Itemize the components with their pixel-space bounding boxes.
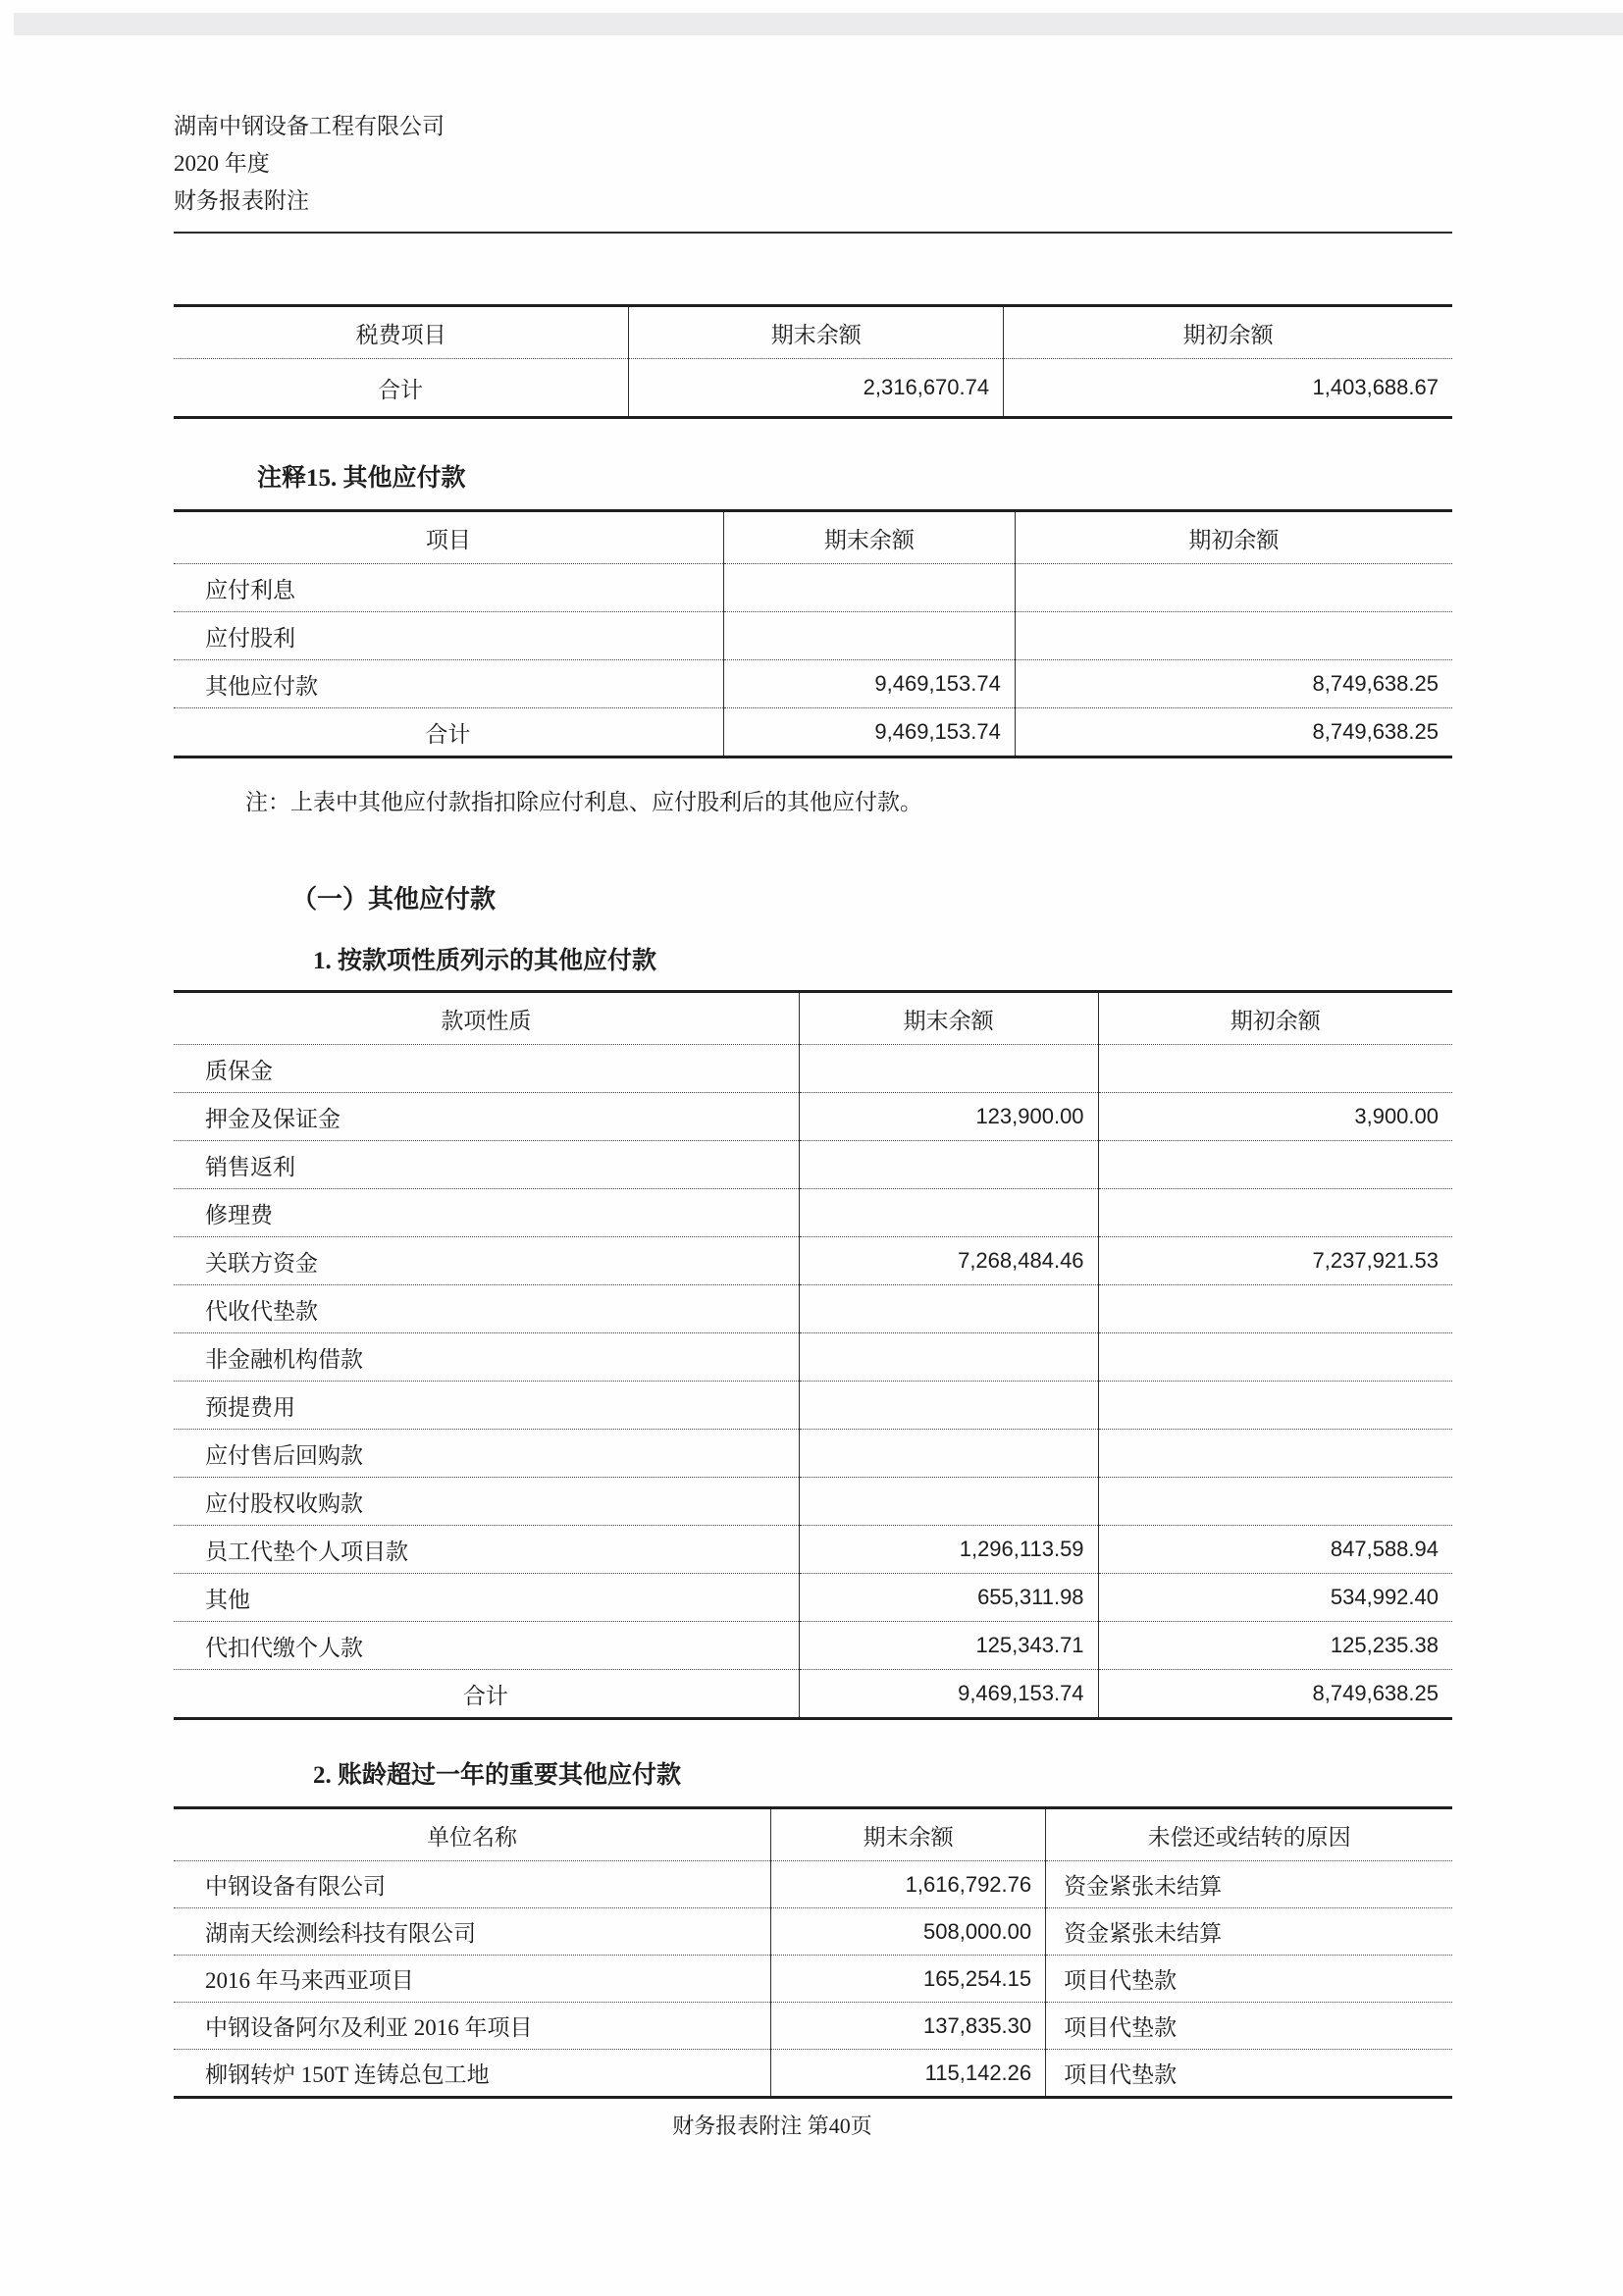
reason: 资金紧张未结算 [1046, 1861, 1452, 1908]
table-row [174, 1574, 1452, 1622]
table-row [174, 612, 1452, 660]
ending-balance [799, 1478, 1098, 1526]
table-row [174, 1908, 1452, 1956]
table-row [174, 2050, 1452, 2098]
reason: 资金紧张未结算 [1046, 1908, 1452, 1956]
beginning-balance [1098, 1141, 1452, 1189]
unit-name: 湖南天绘测绘科技有限公司 [174, 1908, 771, 1956]
ending-balance: 655,311.98 [799, 1574, 1098, 1622]
payables-by-nature-table [174, 990, 1452, 1720]
ending-balance: 123,900.00 [799, 1093, 1098, 1141]
table-row [174, 660, 1452, 708]
beginning-balance [1015, 612, 1452, 660]
column-header-item: 税费项目 [355, 322, 446, 347]
table-row [174, 1237, 1452, 1285]
table-row [174, 1333, 1452, 1382]
row-label: 代收代垫款 [174, 1285, 799, 1333]
beginning-balance [1098, 1045, 1452, 1093]
aged-payables-table [174, 1806, 1452, 2099]
column-header-beginning-balance: 期初余额 [1004, 306, 1452, 359]
row-label: 押金及保证金 [174, 1093, 799, 1141]
table-row [174, 1285, 1452, 1333]
table-header-row [174, 306, 1452, 359]
table-row [174, 1045, 1452, 1093]
table-row [174, 564, 1452, 612]
ending-balance [799, 1141, 1098, 1189]
total-label: 合计 [174, 1670, 799, 1719]
table-row [174, 1141, 1452, 1189]
row-label: 质保金 [174, 1045, 799, 1093]
table-row [174, 1622, 1452, 1670]
beginning-balance: 3,900.00 [1098, 1093, 1452, 1141]
row-label: 修理费 [174, 1189, 799, 1237]
beginning-balance [1098, 1333, 1452, 1382]
row-label: 代扣代缴个人款 [174, 1622, 799, 1670]
total-ending-balance: 2,316,670.74 [629, 359, 1004, 418]
total-beginning-balance: 8,749,638.25 [1015, 708, 1452, 757]
table-header-row [174, 992, 1452, 1045]
beginning-balance [1015, 564, 1452, 612]
aging-heading: 2. 账龄超过一年的重要其他应付款 [313, 1762, 682, 1789]
table-row [174, 1430, 1452, 1478]
ending-balance [799, 1285, 1098, 1333]
total-label: 合计 [174, 708, 723, 757]
table-row [174, 2003, 1452, 2050]
nature-list-heading: 1. 按款项性质列示的其他应付款 [313, 948, 657, 974]
ending-balance [799, 1189, 1098, 1237]
ending-balance: 7,268,484.46 [799, 1237, 1098, 1285]
ending-balance: 508,000.00 [771, 1908, 1046, 1956]
beginning-balance [1098, 1189, 1452, 1237]
beginning-balance [1098, 1382, 1452, 1430]
table-row [174, 1861, 1452, 1908]
column-header-ending-balance: 期末余额 [771, 1808, 1046, 1861]
total-beginning-balance: 1,403,688.67 [1004, 359, 1452, 418]
column-header-nature: 款项性质 [441, 1008, 532, 1033]
beginning-balance [1098, 1285, 1452, 1333]
total-row [174, 359, 1452, 418]
note15-title: 注释15. 其他应付款 [257, 465, 466, 492]
page-footer: 财务报表附注 第40页 [672, 2113, 872, 2138]
total-row [174, 1670, 1452, 1719]
column-header-unit-name: 单位名称 [427, 1824, 517, 1850]
beginning-balance [1098, 1430, 1452, 1478]
ending-balance [799, 1045, 1098, 1093]
page-content [174, 0, 1452, 2099]
ending-balance: 125,343.71 [799, 1622, 1098, 1670]
ending-balance: 9,469,153.74 [723, 660, 1015, 708]
beginning-balance [1098, 1478, 1452, 1526]
beginning-balance: 847,588.94 [1098, 1526, 1452, 1574]
unit-name: 2016 年马来西亚项目 [174, 1956, 771, 2003]
row-label: 应付利息 [174, 564, 723, 612]
unit-name: 中钢设备有限公司 [174, 1861, 771, 1908]
row-label: 应付售后回购款 [174, 1430, 799, 1478]
row-label: 销售返利 [174, 1141, 799, 1189]
ending-balance [723, 564, 1015, 612]
total-label: 合计 [174, 359, 629, 418]
company-name: 湖南中钢设备工程有限公司 [174, 114, 445, 138]
total-ending-balance: 9,469,153.74 [723, 708, 1015, 757]
row-label: 其他应付款 [174, 660, 723, 708]
total-ending-balance: 9,469,153.74 [799, 1670, 1098, 1719]
ending-balance [799, 1430, 1098, 1478]
column-header-beginning-balance: 期初余额 [1015, 511, 1452, 564]
beginning-balance: 8,749,638.25 [1015, 660, 1452, 708]
beginning-balance: 7,237,921.53 [1098, 1237, 1452, 1285]
ending-balance [799, 1333, 1098, 1382]
report-header [174, 0, 1452, 234]
row-label: 员工代垫个人项目款 [174, 1526, 799, 1574]
total-row [174, 708, 1452, 757]
table-row [174, 1382, 1452, 1430]
row-label: 其他 [174, 1574, 799, 1622]
row-label: 关联方资金 [174, 1237, 799, 1285]
other-payables-table [174, 509, 1452, 758]
ending-balance [723, 612, 1015, 660]
column-header-beginning-balance: 期初余额 [1098, 992, 1452, 1045]
ending-balance: 1,616,792.76 [771, 1861, 1046, 1908]
beginning-balance: 534,992.40 [1098, 1574, 1452, 1622]
table-row [174, 1189, 1452, 1237]
section-one-heading: （一）其他应付款 [291, 885, 497, 913]
ending-balance: 1,296,113.59 [799, 1526, 1098, 1574]
row-label: 应付股利 [174, 612, 723, 660]
table-footnote: 注：上表中其他应付款指扣除应付利息、应付股利后的其他应付款。 [245, 790, 922, 814]
row-label: 应付股权收购款 [174, 1478, 799, 1526]
unit-name: 中钢设备阿尔及利亚 2016 年项目 [174, 2003, 771, 2050]
reason: 项目代垫款 [1046, 2003, 1452, 2050]
row-label: 非金融机构借款 [174, 1333, 799, 1382]
fiscal-year: 2020 年度 [174, 151, 270, 176]
column-header-item: 项目 [425, 527, 471, 552]
ending-balance: 115,142.26 [771, 2050, 1046, 2098]
total-beginning-balance: 8,749,638.25 [1098, 1670, 1452, 1719]
column-header-reason: 未偿还或结转的原因 [1046, 1808, 1452, 1861]
reason: 项目代垫款 [1046, 2050, 1452, 2098]
table-row [174, 1526, 1452, 1574]
unit-name: 柳钢转炉 150T 连铸总包工地 [174, 2050, 771, 2098]
table-row [174, 1093, 1452, 1141]
table-header-row [174, 1808, 1452, 1861]
document-title: 财务报表附注 [174, 188, 309, 213]
beginning-balance: 125,235.38 [1098, 1622, 1452, 1670]
column-header-ending-balance: 期末余额 [629, 306, 1004, 359]
reason: 项目代垫款 [1046, 1956, 1452, 2003]
table-row [174, 1478, 1452, 1526]
ending-balance: 137,835.30 [771, 2003, 1046, 2050]
table-header-row [174, 511, 1452, 564]
table-row [174, 1956, 1452, 2003]
column-header-ending-balance: 期末余额 [799, 992, 1098, 1045]
tax-items-table [174, 304, 1452, 419]
ending-balance [799, 1382, 1098, 1430]
ending-balance: 165,254.15 [771, 1956, 1046, 2003]
column-header-ending-balance: 期末余额 [723, 511, 1015, 564]
row-label: 预提费用 [174, 1382, 799, 1430]
